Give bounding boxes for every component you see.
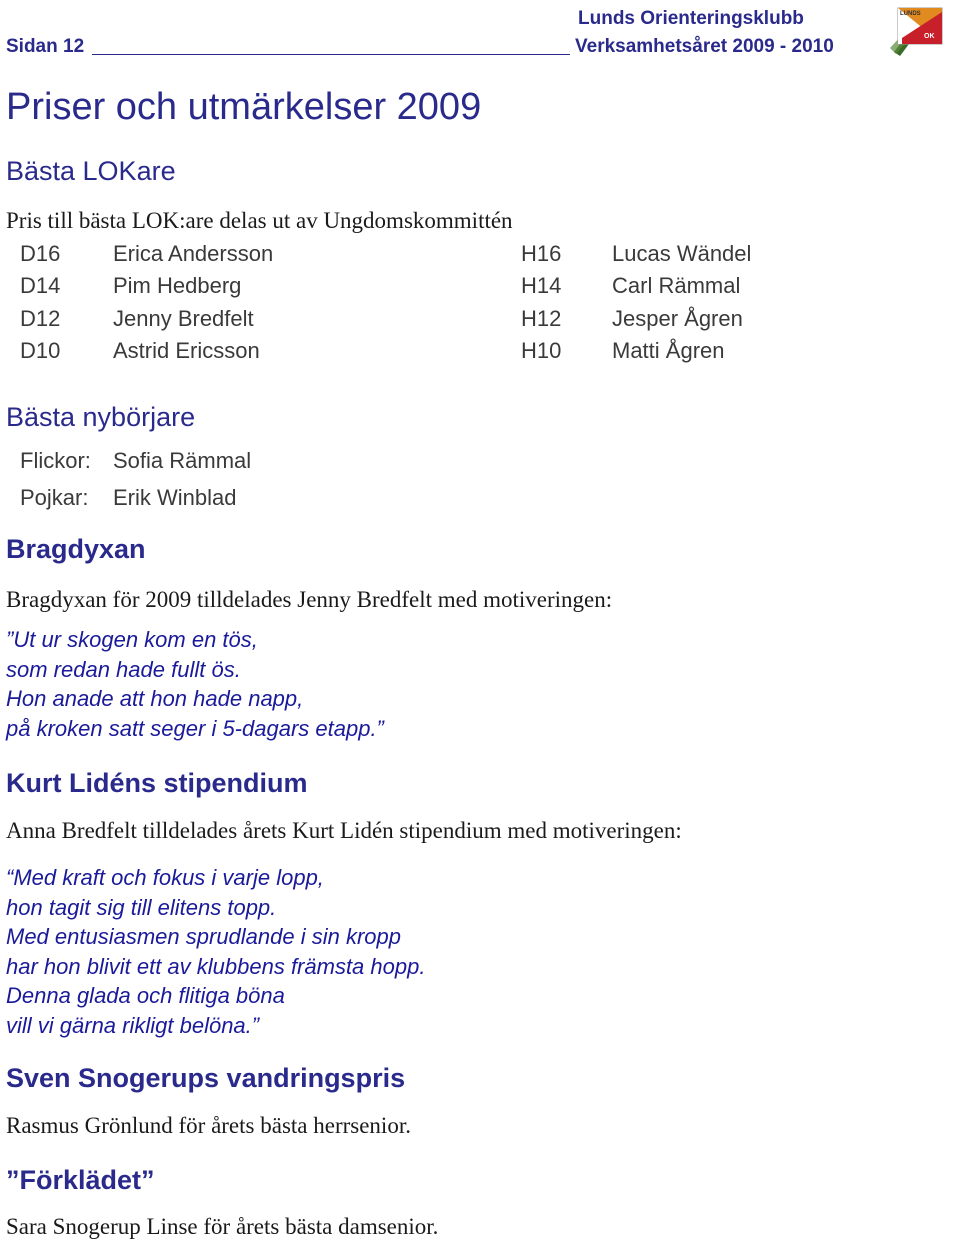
award-name-h14: Carl Rämmal — [612, 273, 741, 298]
poem-line: ”Ut ur skogen kom en tös, — [6, 627, 258, 652]
girls-label: Flickor: — [20, 448, 91, 473]
poem-line: på kroken satt seger i 5-dagars etapp.” — [6, 715, 384, 741]
award-class-h10: H10 — [521, 338, 562, 363]
poem-line: Med entusiasmen sprudlande i sin kropp — [6, 924, 402, 950]
award-name-d12: Jenny Bredfelt — [113, 306, 254, 331]
stipendium-poem — [6, 863, 425, 1041]
stipendium-intro: Anna Bredfelt tilldelades årets Kurt Lidén stipendium med motiveringen: — [6, 818, 682, 843]
girls-name: Sofia Rämmal — [113, 448, 252, 473]
poem-line: vill vi gärna rikligt belöna.” — [6, 1012, 260, 1038]
logo-text-bottom: OK — [924, 33, 935, 40]
section-heading-forkladet: ”Förklädet” — [6, 1165, 155, 1195]
page-number: Sidan 12 — [6, 36, 85, 57]
award-class-h16: H16 — [521, 241, 562, 266]
award-class-d14: D14 — [20, 273, 61, 298]
poem-line: som redan hade fullt ös. — [6, 656, 241, 682]
bragdyxan-intro: Bragdyxan för 2009 tilldelades Jenny Bredfelt med motiveringen: — [6, 587, 613, 612]
section-heading-basta-lokare: Bästa LOKare — [6, 156, 176, 186]
award-name-d10: Astrid Ericsson — [113, 338, 260, 363]
award-class-h14: H14 — [521, 273, 562, 298]
forkladet-text: Sara Snogerup Linse för årets bästa damsenior. — [6, 1214, 439, 1239]
award-name-d16: Erica Andersson — [113, 241, 274, 266]
poem-line: Hon anade att hon hade napp, — [6, 686, 304, 712]
page-title: Priser och utmärkelser 2009 — [6, 86, 482, 128]
section-heading-vandringspris: Sven Snogerups vandringspris — [6, 1063, 406, 1093]
poem-line: Denna glada och flitiga böna — [6, 983, 285, 1009]
section-heading-bragdyxan: Bragdyxan — [6, 534, 146, 564]
poem-line: “Med kraft och fokus i varje lopp, — [6, 865, 324, 890]
boys-label: Pojkar: — [20, 485, 89, 510]
section-heading-stipendium: Kurt Lidéns stipendium — [6, 768, 308, 798]
award-name-h16: Lucas Wändel — [612, 241, 752, 266]
section-heading-basta-nyborjare: Bästa nybörjare — [6, 402, 196, 432]
header-rule — [92, 54, 570, 55]
award-name-h12: Jesper Ågren — [612, 306, 743, 331]
award-class-d10: D10 — [20, 338, 61, 363]
poem-line: hon tagit sig till elitens topp. — [6, 894, 277, 920]
logo-text-top: LUNDS — [900, 11, 921, 17]
club-logo — [884, 4, 956, 66]
award-name-h10: Matti Ågren — [612, 338, 725, 363]
basta-lokare-intro: Pris till bästa LOK:are delas ut av Ungdomskommittén — [6, 208, 513, 233]
bragdyxan-poem — [6, 625, 384, 743]
award-name-d14: Pim Hedberg — [113, 273, 242, 298]
award-class-h12: H12 — [521, 306, 562, 331]
vandringspris-text: Rasmus Grönlund för årets bästa herrsenior. — [6, 1113, 411, 1138]
club-name: Lunds Orienteringsklubb — [578, 8, 804, 29]
season-label: Verksamhetsåret 2009 - 2010 — [575, 36, 834, 57]
award-class-d16: D16 — [20, 241, 61, 266]
poem-line: har hon blivit ett av klubbens främsta hopp. — [6, 953, 426, 979]
boys-name: Erik Winblad — [113, 485, 237, 510]
award-class-d12: D12 — [20, 306, 61, 331]
